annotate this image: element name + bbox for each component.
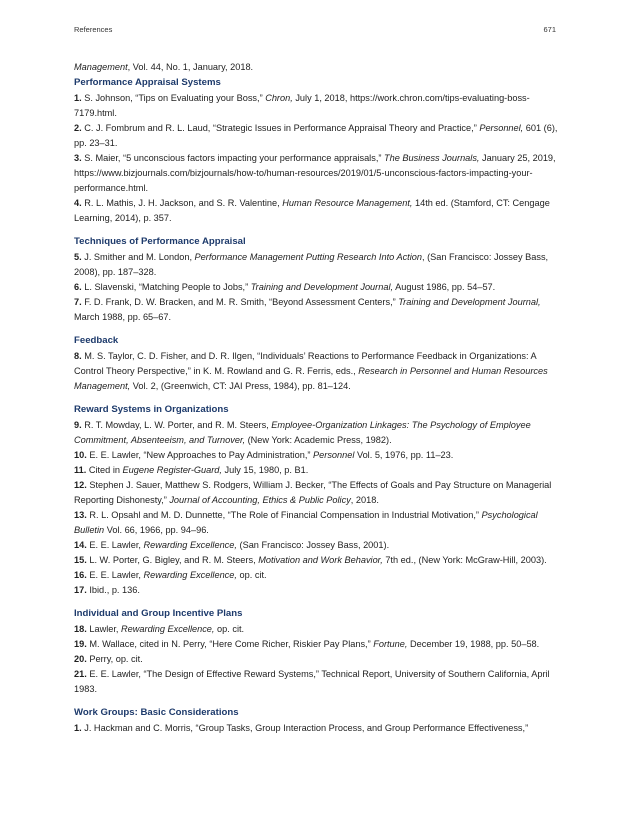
reference-text: (San Francisco: Jossey Bass, 2001).: [236, 540, 390, 550]
reference-text: December 19, 1988, pp. 50–58.: [407, 639, 540, 649]
reference-entry: [74, 508, 558, 538]
reference-text: op. cit.: [236, 570, 267, 580]
reference-text: R. T. Mowday, L. W. Porter, and R. M. Steers,: [84, 420, 272, 430]
reference-number: 20.: [74, 654, 87, 664]
reference-number: 16.: [74, 570, 87, 580]
reference-section: [74, 402, 558, 598]
reference-number: 2.: [74, 123, 82, 133]
italic-title: Motivation and Work Behavior,: [258, 555, 383, 565]
italic-title: Eugene Register-Guard,: [122, 465, 222, 475]
reference-number: 8.: [74, 351, 82, 361]
reference-text: F. D. Frank, D. W. Bracken, and M. R. Smith, “Beyond Assessment Centers,”: [84, 297, 399, 307]
reference-number: 19.: [74, 639, 87, 649]
reference-text: C. J. Fombrum and R. L. Laud, “Strategic Issues in Performance Appraisal Theory and Practice,”: [84, 123, 480, 133]
reference-text: Vol. 5, 1976, pp. 11–23.: [354, 450, 454, 460]
running-head-section: References: [74, 25, 113, 34]
reference-text: E. E. Lawler, “New Approaches to Pay Administration,”: [89, 450, 314, 460]
reference-number: 15.: [74, 555, 87, 565]
reference-number: 13.: [74, 510, 87, 520]
reference-section: [74, 705, 558, 736]
reference-text: 14th ed. (Stamford, CT: Cengage Learning, 2014), p. 357.: [74, 198, 550, 223]
reference-text: R. L. Opsahl and M. D. Dunnette, “The Role of Financial Compensation in Industrial Motivation,”: [89, 510, 482, 520]
reference-number: 11.: [74, 465, 87, 475]
reference-number: 9.: [74, 420, 82, 430]
reference-text: January 25, 2019, https://www.bizjournals.com/bizjournals/how-to/human-resources/2019/01/5-unconscious-factors-impacting-your-performance.html.: [74, 153, 556, 193]
italic-title: Personnel,: [479, 123, 524, 133]
reference-entry: [74, 652, 558, 667]
reference-number: 3.: [74, 153, 82, 163]
reference-text: Vol. 2, (Greenwich, CT: JAI Press, 1984), pp. 81–124.: [130, 381, 351, 391]
reference-sections: [74, 75, 558, 736]
reference-entry: [74, 568, 558, 583]
reference-entry: [74, 280, 558, 295]
reference-text: E. E. Lawler,: [89, 540, 144, 550]
reference-text: July 1, 2018, https://work.chron.com/tips-evaluating-boss-7179.html.: [74, 93, 530, 118]
reference-number: 5.: [74, 252, 82, 262]
reference-number: 10.: [74, 450, 87, 460]
reference-section: [74, 75, 558, 226]
italic-title: Chron,: [265, 93, 293, 103]
section-heading: Individual and Group Incentive Plans: [74, 608, 243, 619]
italic-title: Psychological Bulletin: [74, 510, 538, 535]
reference-entry: [74, 478, 558, 508]
italic-title: Rewarding Excellence,: [143, 540, 237, 550]
reference-entry: [74, 349, 558, 394]
reference-text: E. E. Lawler,: [89, 570, 144, 580]
reference-entry: [74, 721, 558, 736]
reference-text: August 1986, pp. 54–57.: [393, 282, 496, 292]
reference-entry: [74, 553, 558, 568]
reference-text: 601 (6), pp. 23–31.: [74, 123, 558, 148]
reference-number: 21.: [74, 669, 87, 679]
italic-title: Human Resource Management,: [282, 198, 413, 208]
reference-text: R. L. Mathis, J. H. Jackson, and S. R. Valentine,: [84, 198, 283, 208]
reference-entry: [74, 463, 558, 478]
reference-text: July 15, 1980, p. B1.: [221, 465, 309, 475]
italic-title: Performance Management Putting Research Into Action: [194, 252, 422, 262]
reference-text: , 2018.: [350, 495, 379, 505]
running-header: [74, 25, 556, 34]
reference-text: L. W. Porter, G. Bigley, and R. M. Steers,: [89, 555, 259, 565]
reference-text: Vol. 66, 1966, pp. 94–96.: [104, 525, 209, 535]
italic-title: Personnel: [313, 450, 355, 460]
italic-title: Rewarding Excellence,: [143, 570, 237, 580]
reference-section: [74, 333, 558, 394]
reference-entry: [74, 250, 558, 280]
section-heading: Performance Appraisal Systems: [74, 77, 221, 88]
italic-title: Journal of Accounting, Ethics & Public Policy: [169, 495, 351, 505]
reference-entry: [74, 418, 558, 448]
reference-section: [74, 234, 558, 325]
reference-number: 18.: [74, 624, 87, 634]
reference-number: 17.: [74, 585, 87, 595]
italic-title: Training and Development Journal,: [398, 297, 541, 307]
reference-text: , Vol. 44, No. 1, January, 2018.: [127, 62, 254, 72]
reference-text: Perry, op. cit.: [89, 654, 143, 664]
reference-entry: [74, 667, 558, 697]
italic-title: Rewarding Excellence,: [121, 624, 215, 634]
section-heading: Work Groups: Basic Considerations: [74, 707, 239, 718]
italic-title: Fortune,: [373, 639, 408, 649]
italic-title: Management: [74, 62, 128, 72]
reference-number: 14.: [74, 540, 87, 550]
reference-entry: [74, 538, 558, 553]
reference-number: 1.: [74, 723, 82, 733]
reference-text: , (San Francisco: Jossey Bass, 2008), pp. 187–328.: [74, 252, 549, 277]
reference-text: 7th ed., (New York: McGraw-Hill, 2003).: [382, 555, 547, 565]
reference-text: Ibid., p. 136.: [89, 585, 140, 595]
italic-title: Research in Personnel and Human Resources Management,: [74, 366, 548, 391]
reference-number: 7.: [74, 297, 82, 307]
reference-text: M. S. Taylor, C. D. Fisher, and D. R. Ilgen, “Individuals’ Reactions to Performance Feedback in Organizations: A Control Theory Perspective,” in K. M. Rowland and G. R. Ferris, eds.,: [74, 351, 537, 376]
reference-text: S. Maier, “5 unconscious factors impacting your performance appraisals,”: [84, 153, 384, 163]
reference-number: 6.: [74, 282, 82, 292]
reference-text: L. Slavenski, “Matching People to Jobs,”: [84, 282, 251, 292]
reference-text: Lawler,: [89, 624, 122, 634]
reference-text: J. Smither and M. London,: [84, 252, 195, 262]
italic-title: Training and Development Journal,: [250, 282, 394, 292]
section-heading: Reward Systems in Organizations: [74, 404, 229, 415]
reference-text: M. Wallace, cited in N. Perry, “Here Come Richer, Riskier Pay Plans,”: [89, 639, 374, 649]
continued-reference: [74, 60, 558, 75]
section-heading: Feedback: [74, 335, 119, 346]
reference-entry: [74, 91, 558, 121]
reference-number: 12.: [74, 480, 87, 490]
reference-text: (New York: Academic Press, 1982).: [245, 435, 392, 445]
italic-title: Employee-Organization Linkages: The Psychology of Employee Commitment, Absenteeism, and Turnover,: [74, 420, 531, 445]
reference-text: March 1988, pp. 65–67.: [74, 312, 172, 322]
reference-entry: [74, 295, 558, 325]
italic-title: The Business Journals,: [383, 153, 480, 163]
reference-entry: [74, 121, 558, 151]
references-body: [74, 60, 558, 744]
reference-entry: [74, 637, 558, 652]
section-heading: Techniques of Performance Appraisal: [74, 236, 246, 247]
reference-entry: [74, 196, 558, 226]
reference-text: Stephen J. Sauer, Matthew S. Rodgers, William J. Becker, “The Effects of Goals and Pay Structure on Managerial Reporting Dishonesty,”: [74, 480, 552, 505]
reference-text: Cited in: [88, 465, 123, 475]
reference-entry: [74, 583, 558, 598]
reference-text: op. cit.: [214, 624, 245, 634]
reference-number: 1.: [74, 93, 82, 103]
reference-text: J. Hackman and C. Morris, “Group Tasks, Group Interaction Process, and Group Performance Effectiveness,”: [84, 723, 529, 733]
page-number: 671: [543, 25, 556, 34]
reference-text: E. E. Lawler, “The Design of Effective Reward Systems,” Technical Report, University of Southern California, April 1983.: [74, 669, 550, 694]
reference-entry: [74, 622, 558, 637]
reference-entry: [74, 151, 558, 196]
reference-number: 4.: [74, 198, 82, 208]
reference-entry: [74, 448, 558, 463]
reference-section: [74, 606, 558, 697]
reference-text: S. Johnson, “Tips on Evaluating your Boss,”: [84, 93, 266, 103]
